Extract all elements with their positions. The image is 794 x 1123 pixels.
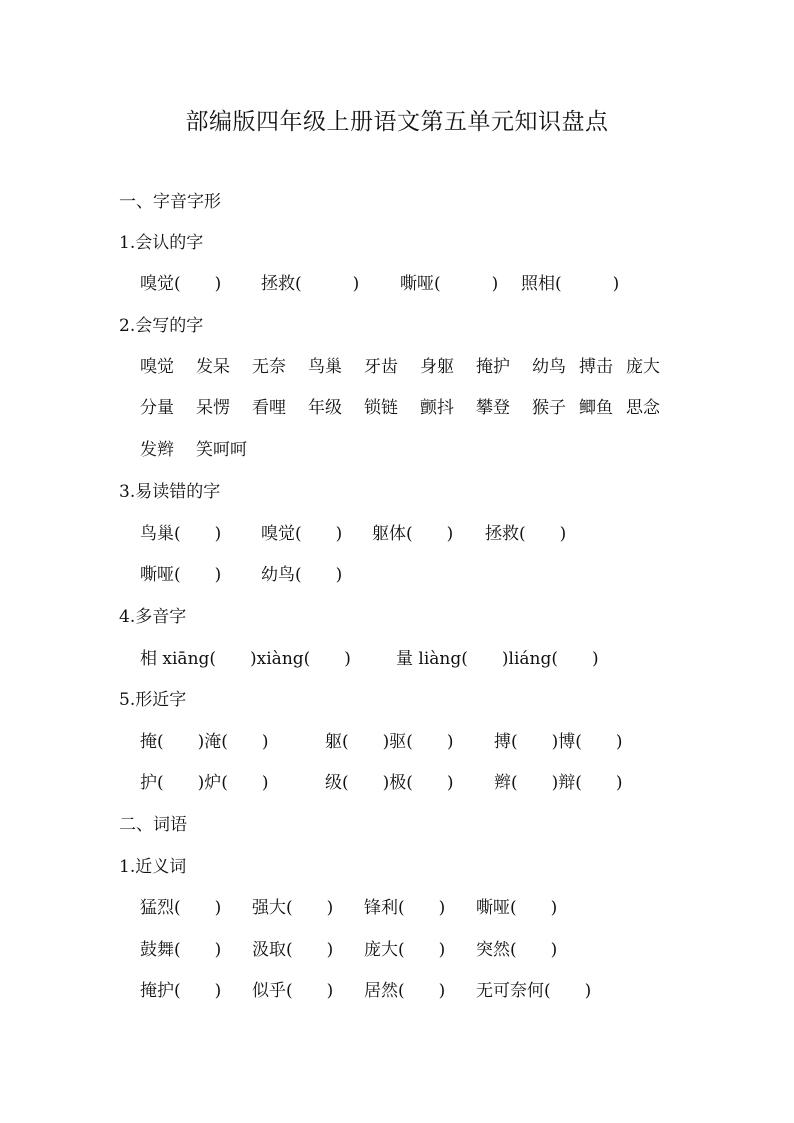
word-item: 牙齿 [364,357,398,377]
section-heading-2: 二、词语 [119,815,187,835]
exercise-item: 辫( )辩( ) [494,773,623,793]
word-item: 猴子 [532,398,566,418]
exercise-item: 拯救( ) [485,524,567,544]
word-item: 庞大 [626,357,660,377]
exercise-item: 锋利( ) [364,898,446,918]
exercise-item: 嘶哑( ) [140,565,222,585]
exercise-item: 嗅觉( ) [261,524,343,544]
word-item: 年级 [308,398,342,418]
exercise-item: 汲取( ) [252,940,334,960]
exercise-item: 嘶哑( ) [476,898,558,918]
word-item: 呆愣 [196,398,230,418]
word-item: 幼鸟 [532,357,566,377]
word-item: 发呆 [196,357,230,377]
exercise-item: 拯救( ) [261,274,360,294]
exercise-item: 相 xiāng( )xiàng( ) [140,649,351,669]
exercise-item: 无可奈何( ) [476,981,592,1001]
word-item: 发辫 [140,440,174,460]
exercise-item: 量 liàng( )liáng( ) [396,649,599,669]
word-item: 笑呵呵 [196,440,247,460]
word-item: 锁链 [364,398,398,418]
exercise-item: 掩( )淹( ) [140,732,269,752]
section-heading-1: 一、字音字形 [119,192,221,212]
exercise-item: 突然( ) [476,940,558,960]
word-item: 看哩 [252,398,286,418]
subsection-heading: 2.会写的字 [119,316,204,336]
exercise-item: 强大( ) [252,898,334,918]
word-item: 攀登 [476,398,510,418]
subsection-heading: 4.多音字 [119,607,187,627]
exercise-item: 猛烈( ) [140,898,222,918]
exercise-item: 庞大( ) [364,940,446,960]
word-item: 鸟巢 [308,357,342,377]
word-item: 颤抖 [420,398,454,418]
exercise-item: 照相( ) [521,274,620,294]
exercise-item: 护( )炉( ) [140,773,269,793]
subsection-heading: 3.易读错的字 [119,482,221,502]
exercise-item: 居然( ) [364,981,446,1001]
word-item: 无奈 [252,357,286,377]
exercise-item: 级( )极( ) [325,773,454,793]
exercise-item: 掩护( ) [140,981,222,1001]
word-item: 思念 [626,398,660,418]
word-item: 嗅觉 [140,357,174,377]
exercise-item: 嘶哑( ) [400,274,499,294]
exercise-item: 搏( )博( ) [494,732,623,752]
exercise-item: 躯体( ) [372,524,454,544]
exercise-item: 鸟巢( ) [140,524,222,544]
exercise-item: 似乎( ) [252,981,334,1001]
subsection-heading: 1.会认的字 [119,233,204,253]
word-item: 身躯 [420,357,454,377]
exercise-item: 嗅觉( ) [140,274,222,294]
subsection-heading: 5.形近字 [119,690,187,710]
exercise-item: 鼓舞( ) [140,940,222,960]
exercise-item: 幼鸟( ) [261,565,343,585]
page-title: 部编版四年级上册语文第五单元知识盘点 [185,109,609,135]
word-item: 分量 [140,398,174,418]
exercise-item: 躯( )驱( ) [325,732,454,752]
word-item: 搏击 [579,357,613,377]
subsection-heading: 1.近义词 [119,857,187,877]
word-item: 鲫鱼 [579,398,613,418]
word-item: 掩护 [476,357,510,377]
